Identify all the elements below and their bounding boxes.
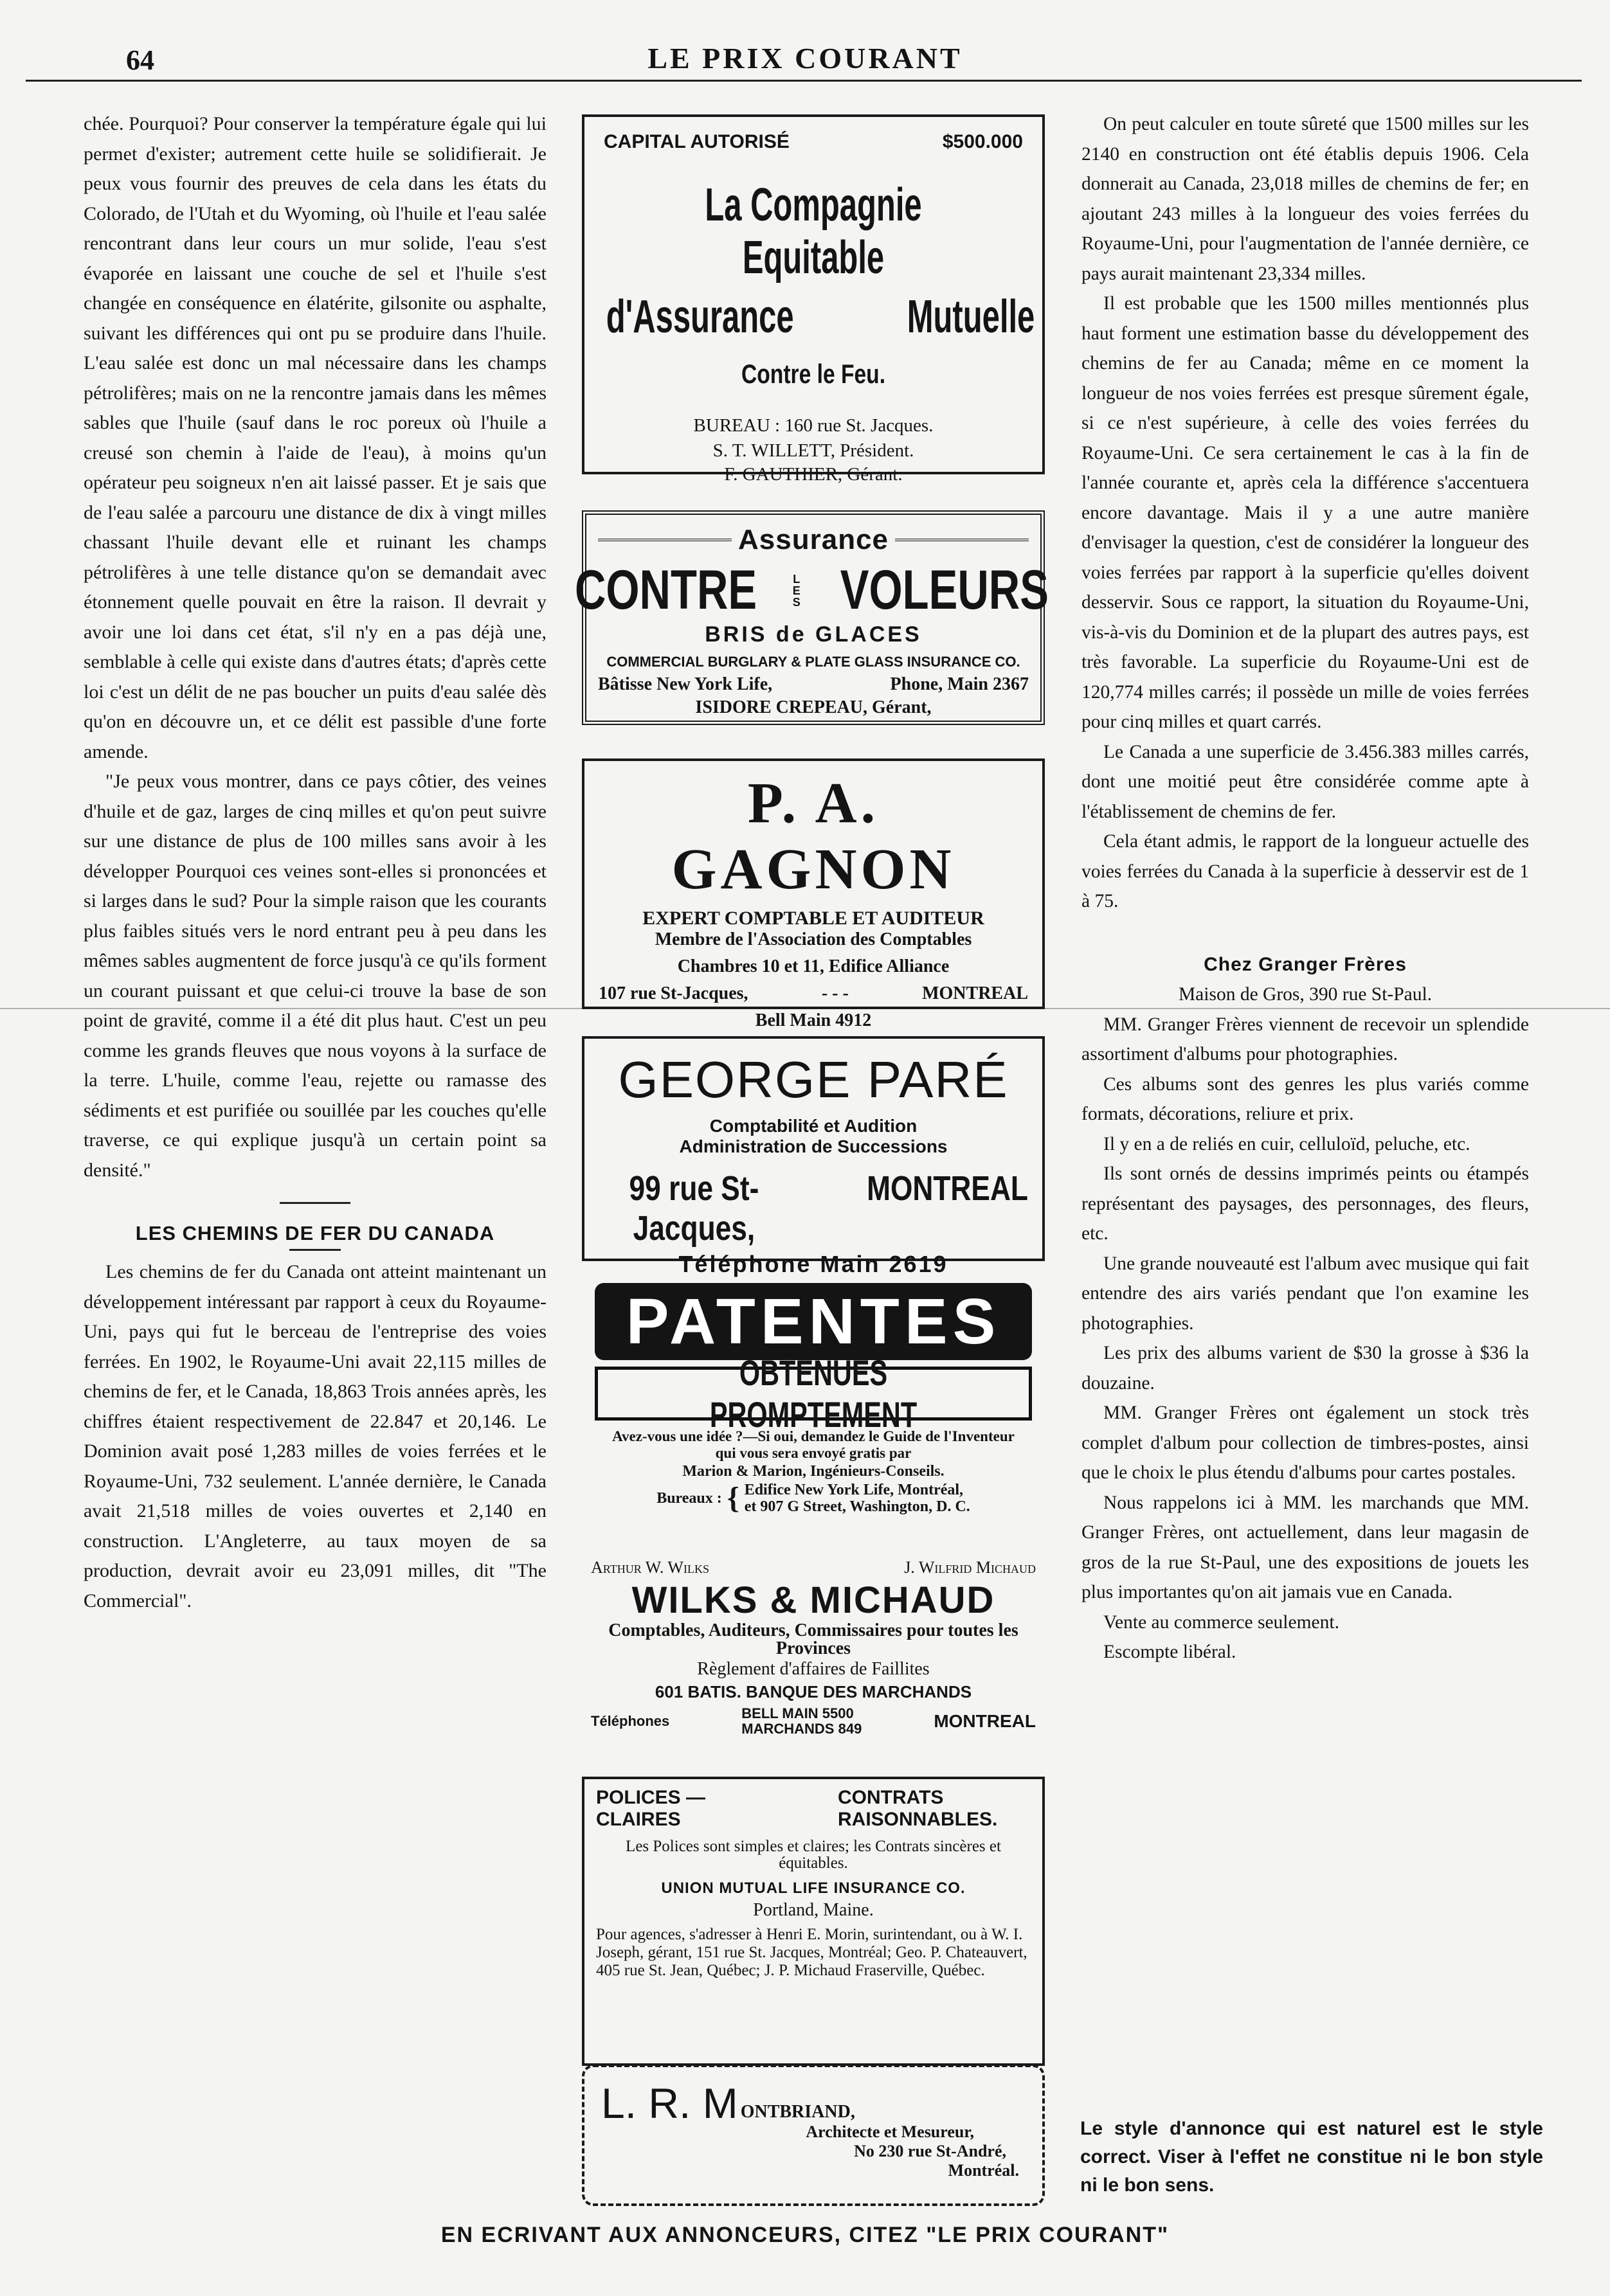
ad-label: Téléphones: [591, 1713, 670, 1729]
ad-address: 99 rue St-Jacques,: [629, 1169, 759, 1248]
paragraph: Ces albums sont des genres les plus variés comme formats, décorations, reliure et prix.: [1081, 1073, 1529, 1124]
ad-city: Portland, Maine.: [753, 1900, 874, 1920]
ad-manager: F. GAUTHIER, Gérant.: [724, 464, 903, 485]
ad-company: UNION MUTUAL LIFE INSURANCE CO.: [661, 1879, 966, 1897]
ad-gagnon: [582, 758, 1045, 1030]
ad-manager: ISIDORE CREPEAU, Gérant,: [695, 697, 932, 717]
ad-heading: La Compagnie Equitable: [705, 179, 922, 283]
ad-text: Avez-vous une idée ?—Si oui, demandez le Guide de l'Inventeur qui vous sera envoyé gratis par: [612, 1428, 1015, 1461]
page-title: LE PRIX COURANT: [647, 42, 963, 75]
ad-heading: L. R. M: [601, 2079, 738, 2127]
paragraph: "Je peux vous montrer, dans ce pays côtier, des veines d'huile et de gaz, larges de cinq milles et qu'on peut suivre sur une distance de plus de 100 milles sans avoir à les développer Pourquoi ces veines sont-elles si prononcées et si larges dans le sud? Pour la simple raison que les courants plus faibles situés vers le nord entrant peu à peu dans les mêmes sables augmentent de force jusqu'à ce qu'ils forment un courant puissant et que celui-ci trouve la base de son point de gravité, comme il a été dit plus haut. C'est un peu comme les grands fleuves que nous voyons à la surface de la terre. L'huile, comme l'eau, rejette ou ramasse des sédiments et est purifiée ou souillée par les couches qu'elle traverse, ce qui explique jusqu'à un certain point sa densité.": [84, 771, 547, 1181]
ad-line: Administration de Successions: [679, 1136, 948, 1156]
paragraph: MM. Granger Frères ont également un stock très complet d'album pour collection de timbres-postes, ainsi que le choix le plus étendu d'albums pour cartes postales.: [1081, 1403, 1529, 1483]
ad-subheading: BRIS de GLACES: [705, 622, 922, 647]
page-number: 64: [126, 44, 154, 76]
ad-line: Règlement d'affaires de Faillites: [697, 1659, 930, 1679]
ad-line: Architecte et Mesureur,: [806, 2122, 974, 2141]
ad-company: Marion & Marion, Ingénieurs-Conseils.: [682, 1463, 945, 1480]
ad-top-label: Assurance: [738, 524, 889, 555]
ad-heading: POLICES —: [596, 1787, 706, 1808]
ad-heading: CONTRATS: [838, 1787, 944, 1808]
ad-line: Comptables, Auditeurs, Commissaires pour toutes les Provinces: [608, 1620, 1018, 1658]
ad-partner: J. Wilfrid Michaud: [904, 1558, 1036, 1577]
ad-subheading: OBTENUES PROMPTEMENT: [709, 1352, 918, 1435]
ad-heading: GEORGE PARÉ: [618, 1051, 1009, 1108]
paragraph: MM. Granger Frères viennent de recevoir un splendide assortiment d'albums pour photographies.: [1081, 1014, 1529, 1064]
ad-address: et 907 G Street, Washington, D. C.: [744, 1498, 970, 1515]
paragraph: Nous rappelons ici à MM. les marchands que MM. Granger Frères, ont actuellement, dans leur magasin de gros de la rue St-Paul, une des expositions de jouets les plus importantes qu'on ait jamais vue en Canada.: [1081, 1492, 1529, 1602]
ad-company: COMMERCIAL BURGLARY & PLATE GLASS INSURANCE CO.: [606, 654, 1020, 670]
ad-address: BUREAU : 160 rue St. Jacques.: [693, 415, 934, 436]
footer-note: EN ECRIVANT AUX ANNONCEURS, CITEZ "LE PRIX COURANT": [440, 2223, 1170, 2247]
ad-address: 601 BATIS. BANQUE DES MARCHANDS: [655, 1682, 972, 1701]
ad-heading: d'Assurance: [606, 291, 794, 343]
section-subtitle: Maison de Gros, 390 rue St-Paul.: [1178, 984, 1433, 1005]
ad-address: No 230 rue St-André,: [854, 2142, 1006, 2160]
ad-line: EXPERT COMPTABLE ET AUDITEUR: [642, 908, 984, 929]
column-right: [1081, 109, 1529, 1667]
ad-label: Bureaux :: [656, 1489, 722, 1507]
closing-note: Le style d'annonce qui est naturel est le style correct. Viser à l'effet ne constitue ni le bon style ni le bon sens.: [1080, 2118, 1543, 2196]
ad-partner: Arthur W. Wilks: [591, 1558, 709, 1577]
ad-address: Bâtisse New York Life,: [598, 674, 773, 694]
paragraph: Le Canada a une superficie de 3.456.383 milles carrés, dont une moitié peut être considérée comme apte à l'établissement de chemins de fer.: [1081, 741, 1529, 822]
section-heading: Chez Granger Frères: [1204, 953, 1407, 975]
ad-heading: WILKS & MICHAUD: [631, 1579, 995, 1621]
paragraph: chée. Pourquoi? Pour conserver la température égale qui lui permet d'exister; autrement cette huile se solidifierait. Je peux vous fournir des preuves de cela dans les états du Colorado, de l'Utah et du Wyoming, où l'huile et l'eau salée rencontrant dans leur cours un mur solide, l'eau s'est évaporée en laissant une couche de sel et l'huile s'est changée en conséquence en élatérite, gilsonite ou asphalte, suivant les différences qui ont pu se produire dans l'huile. L'eau salée est donc un mal nécessaire dans les champs pétrolifères; mais on ne la rencontre jamais dans les mêmes sables que l'huile (sauf dans le roc poreux où l'huile a creusé son chemin à l'aide de l'eau), à moins qu'un opérateur peu soigneux n'en ait laissé passer. Et je sais que de l'eau salée a parcouru une distance de dix à vingt milles chassant l'huile devant elle et ruinant les champs pétrolifères à une telle distance qu'on se demandait avec étonnement quelle pouvait en être la raison. Il devrait y avoir une loi dans cet état, s'il n'y en a pas déjà une, semblable à celle qui existe dans d'autres états; d'après cette loi c'est un délit de ne pas boucher un puits d'eau salée dès qu'on en découvre un, et ce délit est passible d'une forte amende.: [84, 113, 547, 762]
ad-agents: Pour agences, s'adresser à Henri E. Morin, surintendant, ou à W. I. Joseph, gérant, 151 rue St. Jacques, Montréal; Geo. P. Chateauvert, 405 rue St. Jean, Québec; J. P. Michaud Fraserville, Québec.: [596, 1926, 1027, 1979]
paragraph: Escompte libéral.: [1103, 1642, 1236, 1662]
ad-address: Edifice New York Life, Montréal,: [744, 1482, 964, 1498]
paragraph: Une grande nouveauté est l'album avec musique qui fait entendre des airs variés pendant que l'on examine les photographies.: [1081, 1253, 1529, 1334]
ad-heading: P. A. GAGNON: [671, 771, 955, 901]
ad-assurance-voleurs: [574, 510, 1049, 725]
heading-rule: [289, 1249, 341, 1251]
ad-dashes: - - -: [821, 983, 849, 1003]
paragraph: Vente au commerce seulement.: [1103, 1611, 1339, 1633]
paragraph: Les chemins de fer du Canada ont atteint maintenant un développement intéressant par rapport à ceux du Royaume-Uni, pays qui fut le berceau de l'entreprise des voies ferrées. En 1902, le Royaume-Uni avait 22,115 milles de chemins de fer, et le Canada, 18,863 Trois années après, les chiffres étaient respectivement de 22.847 et 20,146. Le Dominion avait posé 1,283 milles de voies ferrées et le Royaume-Uni, 732 seulement. L'année dernière, le Canada avait 21,518 milles de voies ouvertes et 2,140 en construction. L'Angleterre, au taux moyen de sa production, devrait avoir eu 23,091 milles, dit "The Commercial".: [84, 1261, 547, 1611]
ad-patentes: [582, 1283, 1045, 1521]
ad-wilks-michaud: [582, 1558, 1045, 1751]
paragraph: On peut calculer en toute sûreté que 1500 milles sur les 2140 en construction ont été établis depuis 1906. Cela donnerait au Canada, 23,018 milles de chemins de fer; en ajoutant 243 milles à la longueur des voies ferrées du Royaume-Uni, pour l'augmentation de l'année dernière, ce pays aurait maintenant 23,334 milles.: [1081, 114, 1529, 284]
ad-line: Chambres 10 et 11, Edifice Alliance: [677, 956, 950, 976]
ad-equitable: [582, 114, 1045, 485]
header-rule: [26, 80, 1582, 82]
ad-heading-rest: ONTBRIAND,: [740, 2102, 855, 2122]
ad-heading: VOLEURS: [840, 559, 1049, 621]
ad-phone: Phone, Main 2367: [890, 674, 1029, 694]
ad-heading: Mutuelle: [907, 291, 1035, 343]
capital-value: $500.000: [942, 131, 1023, 152]
column-left: [84, 109, 547, 1616]
ad-heading-small: LES: [792, 572, 800, 609]
ad-heading: RAISONNABLES.: [838, 1809, 998, 1830]
ad-president: S. T. WILLETT, Président.: [712, 440, 914, 461]
ad-phone: Bell Main 4912: [755, 1010, 872, 1030]
ornament-rule: [598, 539, 732, 541]
ad-phone: Téléphone Main 2619: [678, 1251, 948, 1277]
ad-pare: [582, 1036, 1045, 1277]
ad-subheading: Contre le Feu.: [741, 359, 886, 389]
paragraph: Il y en a de reliés en cuir, celluloïd, peluche, etc.: [1103, 1133, 1470, 1154]
paragraph: Il est probable que les 1500 milles mentionnés plus haut forment une estimation basse du développement des chemins de fer au Canada; même en ce moment la longueur de nos voies ferrées est presque sûrement égale, si ce n'est supérieure, à celle des voies ferrées du Royaume-Uni. Ce sera certainement le cas à la fin de l'année courante et, après cela la différence s'accentuera encore davantage. Mais il y a une autre manière d'envisager la question, c'est de considérer la longueur des voies ferrées par rapport à la superficie qu'elles doivent desservir. Sous ce rapport, la situation du Royaume-Uni, vis-à-vis du Dominion et de la plupart des autres pays, est très favorable. La superficie du Royaume-Uni est de 120,774 milles carrés; il possède un mille de voies ferrées pour cinq milles et quart carrés.: [1081, 293, 1529, 732]
ad-city: Montréal.: [948, 2161, 1019, 2180]
paragraph: Ils sont ornés de dessins imprimés peints ou étampés représentant des paysages, des personnages, des fleurs, etc.: [1081, 1163, 1529, 1244]
ad-text: Les Polices sont simples et claires; les Contrats sincères et équitables.: [626, 1838, 1001, 1872]
ad-union-mutual: [582, 1777, 1045, 2066]
ad-line: Membre de l'Association des Comptables: [655, 929, 972, 949]
ad-phone: BELL MAIN 5500: [741, 1705, 854, 1721]
ad-city: MONTREAL: [922, 983, 1028, 1003]
paragraph: Les prix des albums varient de $30 la grosse à $36 la douzaine.: [1081, 1343, 1529, 1394]
ad-address: 107 rue St-Jacques,: [599, 983, 748, 1003]
section-divider: [280, 1202, 350, 1204]
ad-heading: CONTRE: [574, 559, 757, 621]
ad-city: MONTREAL: [934, 1711, 1036, 1731]
ad-heading: PATENTES: [626, 1285, 1001, 1358]
capital-label: CAPITAL AUTORISÉ: [604, 131, 790, 152]
ad-heading: CLAIRES: [596, 1809, 681, 1830]
section-heading: LES CHEMINS DE FER DU CANADA: [135, 1222, 495, 1244]
ad-montbriand: [582, 2065, 1045, 2206]
ornament-rule: [895, 539, 1029, 541]
ad-city: MONTREAL: [867, 1169, 1028, 1208]
ad-phone: MARCHANDS 849: [741, 1721, 862, 1737]
paragraph: Cela étant admis, le rapport de la longueur actuelle des voies ferrées du Canada à la superficie à desservir est de 1 à 75.: [1081, 831, 1529, 911]
brace-glyph: {: [727, 1481, 739, 1515]
ad-line: Comptabilité et Audition: [709, 1116, 918, 1136]
